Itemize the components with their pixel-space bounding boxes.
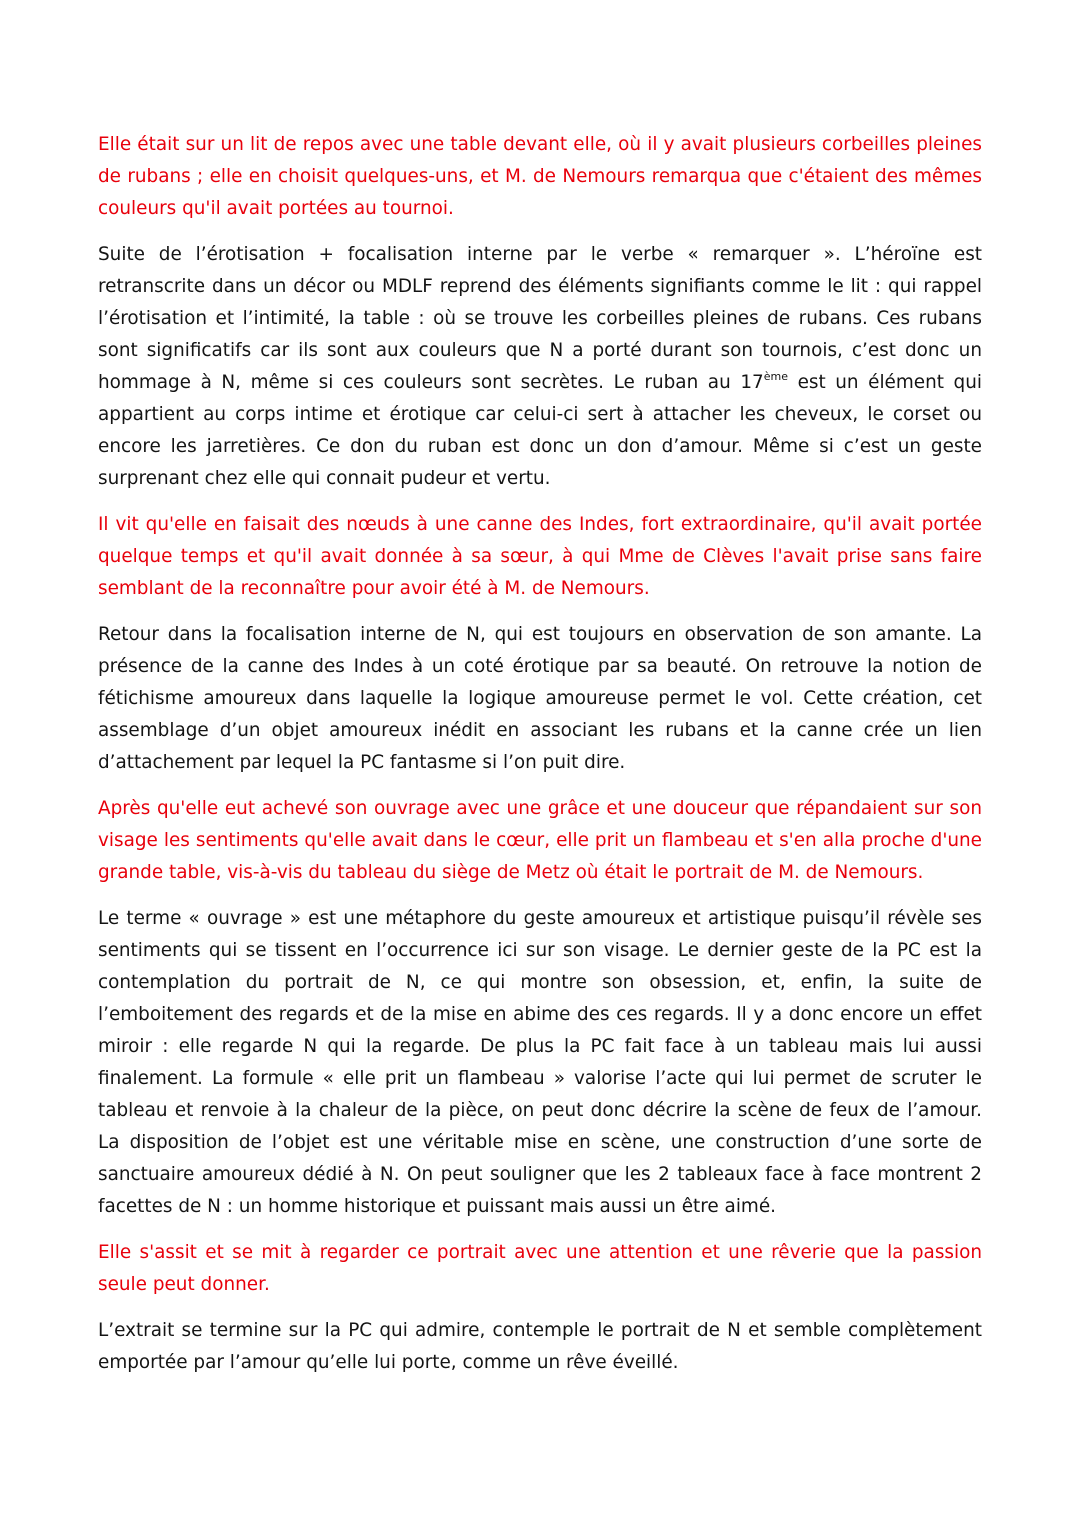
quote-paragraph-4: Elle s'assit et se mit à regarder ce portrait avec une attention et une rêverie que la passion seule peut donner.: [98, 1242, 982, 1295]
quote-paragraph-1: Elle était sur un lit de repos avec une table devant elle, où il y avait plusieurs corbeilles pleines de rubans ; elle en choisit quelques-uns, et M. de Nemours remarqua que c'étaient des mêmes couleurs qu'il avait portées au tournoi.: [98, 134, 982, 219]
commentary-text-part: est un élément qui appartient au corps intime et érotique car celui-ci sert à attacher les cheveux, le corset ou encore les jarretières. Ce don du ruban est donc un don d’amour. Même si c’est un geste surprenant chez elle qui connait pudeur et vertu.: [98, 372, 982, 489]
quote-paragraph-3: Après qu'elle eut achevé son ouvrage avec une grâce et une douceur que répandaient sur son visage les sentiments qu'elle avait dans le cœur, elle prit un flambeau et s'en alla proche d'une grande table, vis-à-vis du tableau du siège de Metz où était le portrait de M. de Nemours.: [98, 798, 982, 883]
quote-paragraph-2: Il vit qu'elle en faisait des nœuds à une canne des Indes, fort extraordinaire, qu'il avait portée quelque temps et qu'il avait donnée à sa sœur, à qui Mme de Clèves l'avait prise sans faire semblant de la reconnaître pour avoir été à M. de Nemours.: [98, 514, 982, 599]
commentary-paragraph-3: Le terme « ouvrage » est une métaphore du geste amoureux et artistique puisqu’il révèle ses sentiments qui se tissent en l’occurrence ici sur son visage. Le dernier geste de la PC est la contemplation du portrait de N, ce qui montre son obsession, et, enfin, la suite de l’emboitement des regards et de la mise en abime des ces regards. Il y a donc encore un effet miroir : elle regarde N qui la regarde. De plus la PC fait face à un tableau mais lui aussi finalement. La formule « elle prit un flambeau » valorise l’acte qui lui permet de scruter le tableau et renvoie à la chaleur de la pièce, on peut donc décrire la scène de feux de l’amour. La disposition de l’objet est une véritable mise en scène, une construction d’une sorte de sanctuaire amoureux dédié à N. On peut souligner que les 2 tableaux face à face montrent 2 facettes de N : un homme historique et puissant mais aussi un être aimé.: [98, 908, 982, 1217]
commentary-paragraph-1: [98, 239, 982, 495]
commentary-paragraph-2: Retour dans la focalisation interne de N, qui est toujours en observation de son amante. La présence de la canne des Indes à un coté érotique par sa beauté. On retrouve la notion de fétichisme amoureux dans laquelle la logique amoureuse permet le vol. Cette création, cet assemblage d’un objet amoureux inédit en associant les rubans et la canne crée un lien d’attachement par lequel la PC fantasme si l’on puit dire.: [98, 624, 982, 773]
ordinal-superscript: ème: [763, 370, 788, 383]
document-page: [98, 129, 982, 1393]
commentary-text-part: Suite de l’érotisation + focalisation interne par le verbe « remarquer ». L’héroïne est retranscrite dans un décor ou MDLF reprend des éléments signifiants comme le lit : qui rappel l’érotisation et l’intimité, la table : où se trouve les corbeilles pleines de rubans. Ces rubans sont significatifs car ils sont aux couleurs que N a porté durant son tournois, c’est donc un hommage à N, même si ces couleurs sont secrètes. Le ruban au 17: [98, 244, 982, 393]
commentary-paragraph-4: L’extrait se termine sur la PC qui admire, contemple le portrait de N et semble complètement emportée par l’amour qu’elle lui porte, comme un rêve éveillé.: [98, 1320, 982, 1373]
